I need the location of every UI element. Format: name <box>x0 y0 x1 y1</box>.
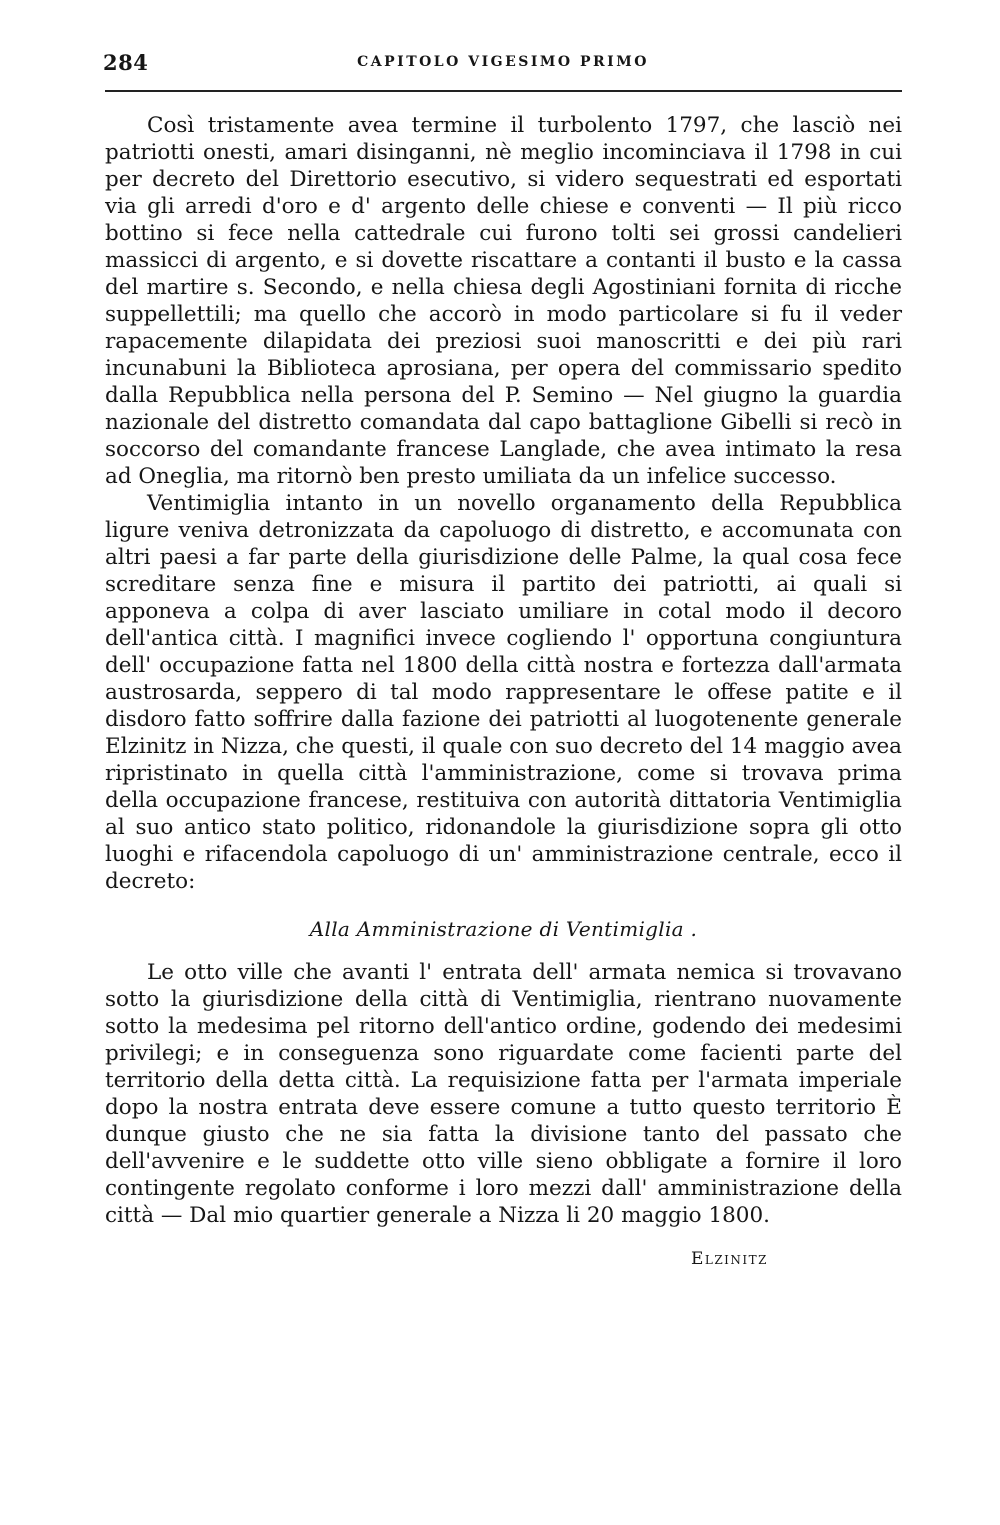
running-title: CAPITOLO VIGESIMO PRIMO <box>357 54 649 70</box>
page-body <box>105 112 902 1269</box>
page-header <box>103 50 903 80</box>
paragraph-2: Ventimiglia intanto in un novello organamento della Repubblica ligure veniva detronizzata da capoluogo di distretto, e accomunata con altri paesi a far parte della giurisdizione delle Palme, la qual cosa fece screditare senza fine e misura il partito dei patriotti, ai quali si apponeva a colpa di aver lasciato umiliare in cotal modo il decoro dell'antica città. I magnifici invece cogliendo l' opportuna congiuntura dell' occupazione fatta nel 1800 della città nostra e fortezza dall'armata austrosarda, seppero di tal modo rappresentare le offese patite e il disdoro fatto soffrire dalla fazione dei patriotti al luogotenente generale Elzinitz in Nizza, che questi, il quale con suo decreto del 14 maggio avea ripristinato in quella città l'amministrazione, come si trovava prima della occupazione francese, restituiva con autorità dittatoria Ventimiglia al suo antico stato politico, ridonandole la giurisdizione sopra gli otto luoghi e rifacendola capoluogo di un' amministrazione centrale, ecco il decreto: <box>105 491 902 894</box>
signature: Elzinitz <box>690 1249 768 1269</box>
decree-heading: Alla Amministrazione di Ventimiglia . <box>309 917 698 941</box>
paragraph-1: Così tristamente avea termine il turbolento 1797, che lasciò nei patriotti onesti, amari disinganni, nè meglio incominciava il 1798 in cui per decreto del Direttorio esecutivo, si videro sequestrati ed esportati via gli arredi d'oro e d' argento delle chiese e conventi — Il più ricco bottino si fece nella cattedrale cui furono tolti sei grossi candelieri massicci di argento, e si dovette riscattare a contanti il busto e la cassa del martire s. Secondo, e nella chiesa degli Agostiniani fornita di ricche suppellettili; ma quello che accorò in modo particolare si fu il veder rapacemente dilapidata dei preziosi suoi manoscritti e dei più rari incunabuni la Biblioteca aprosiana, per opera del commissario spedito dalla Repubblica nella persona del P. Semino — Nel giugno la guardia nazionale del distretto comandata dal capo battaglione Gibelli si recò in soccorso del comandante francese Langlade, che avea intimato la resa ad Oneglia, ma ritornò ben presto umiliata da un infelice successo. <box>105 113 902 489</box>
header-rule <box>105 90 902 92</box>
decree-text: Le otto ville che avanti l' entrata dell' armata nemica si trovavano sotto la giurisdizione della città di Ventimiglia, rientrano nuovamente sotto la medesima pel ritorno dell'antico ordine, godendo dei medesimi privilegi; e in conseguenza sono riguardate come facienti parte del territorio della detta città. La requisizione fatta per l'armata imperiale dopo la nostra entrata deve essere comune a tutto questo territorio È dunque giusto che ne sia fatta la divisione tanto del passato che dell'avvenire e le suddette otto ville sieno obbligate a fornire il loro contingente regolato conforme i loro mezzi dall' amministrazione della città — Dal mio quartier generale a Nizza li 20 maggio 1800. <box>105 960 902 1228</box>
page-number: 284 <box>103 50 149 75</box>
